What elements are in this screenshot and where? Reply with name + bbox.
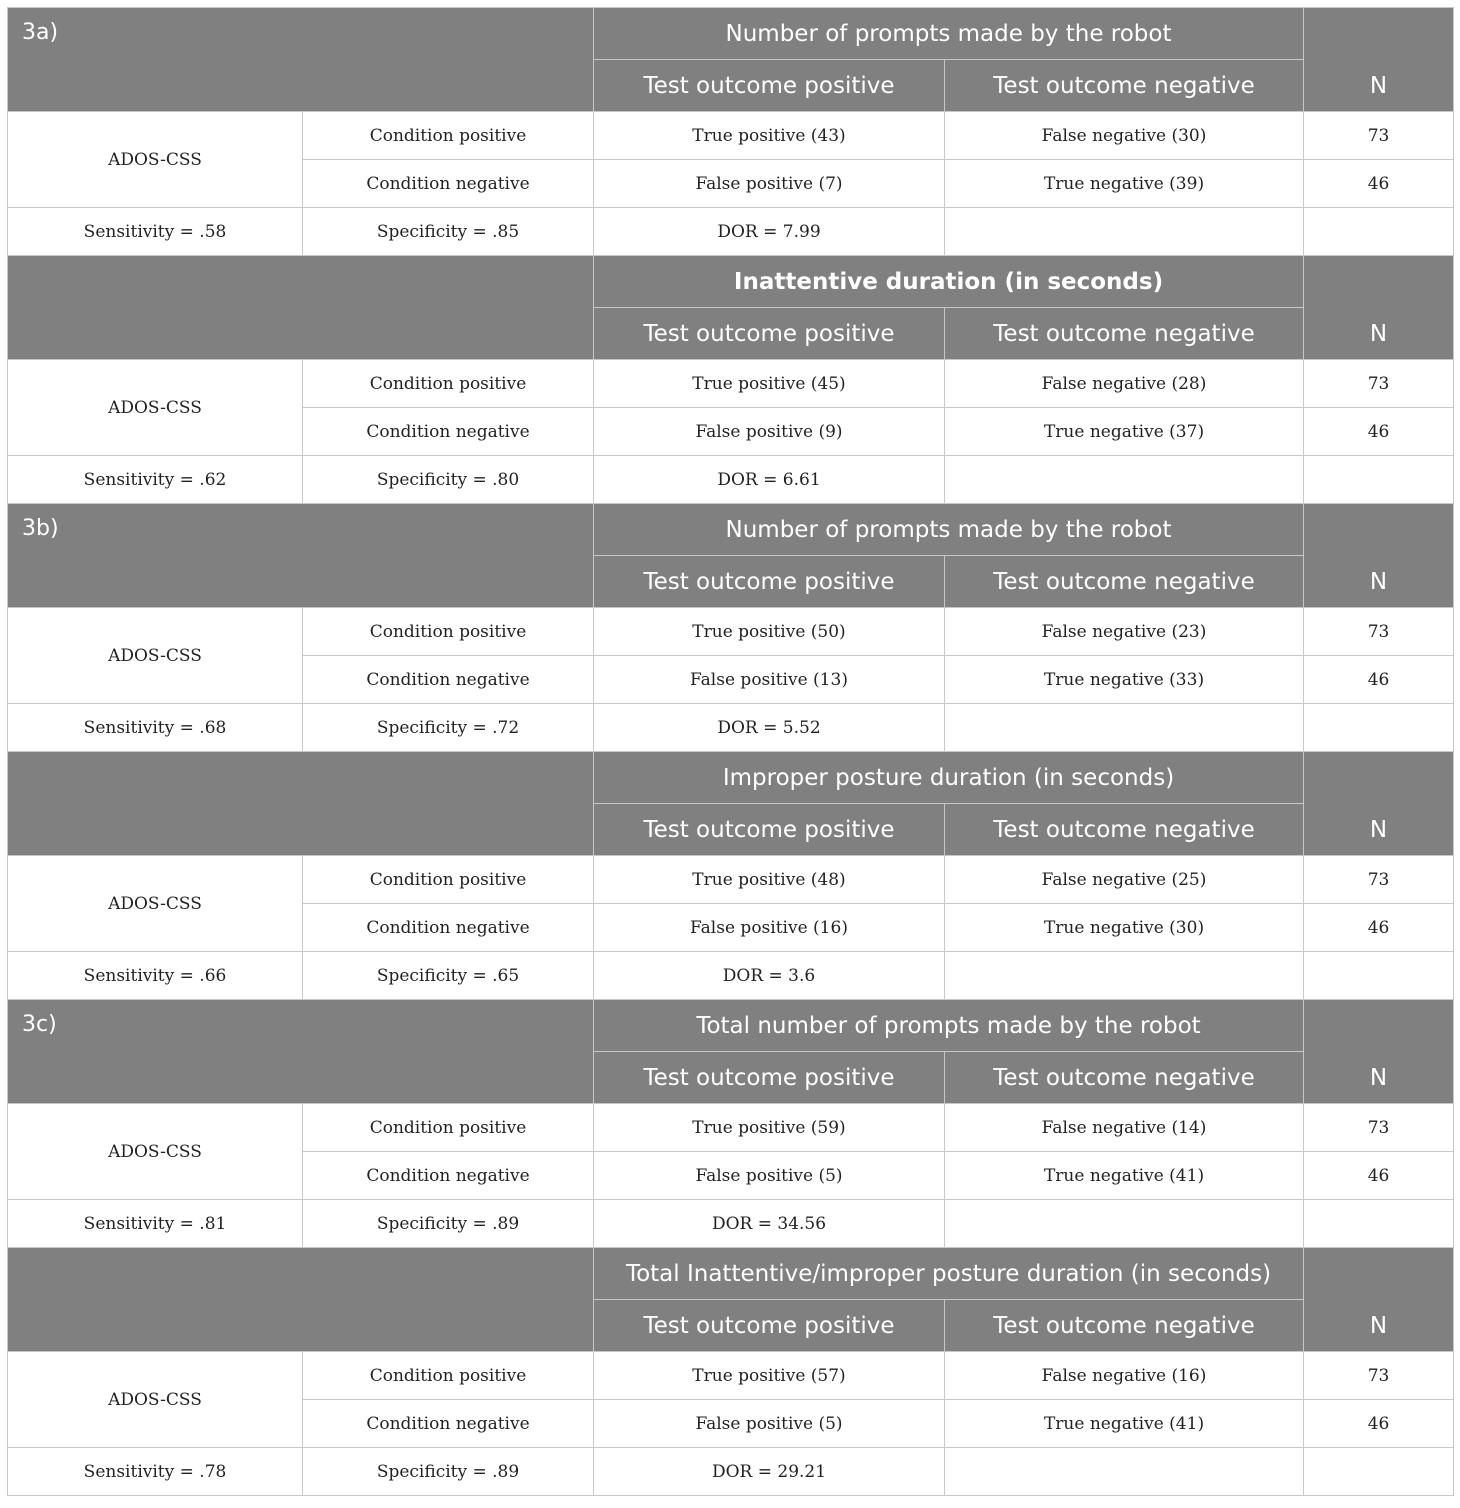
empty-cell — [1304, 704, 1454, 752]
row-group-label: ADOS-CSS — [8, 608, 303, 704]
n-cell: 46 — [1304, 160, 1454, 208]
section-label: 3a) — [8, 8, 594, 112]
empty-cell — [1304, 456, 1454, 504]
dor-cell: DOR = 34.56 — [594, 1200, 945, 1248]
results-table-container — [7, 7, 1454, 1496]
sensitivity-cell: Sensitivity = .81 — [8, 1200, 303, 1248]
test-positive-header: Test outcome positive — [594, 60, 945, 112]
summary-row — [8, 704, 1454, 752]
section-title: Improper posture duration (in seconds) — [594, 752, 1304, 804]
test-positive-cell: True positive (57) — [594, 1352, 945, 1400]
empty-cell — [945, 704, 1304, 752]
test-positive-cell: False positive (5) — [594, 1152, 945, 1200]
n-cell: 73 — [1304, 112, 1454, 160]
summary-row — [8, 1200, 1454, 1248]
summary-row — [8, 208, 1454, 256]
test-positive-header: Test outcome positive — [594, 804, 945, 856]
test-negative-cell: False negative (28) — [945, 360, 1304, 408]
dor-cell: DOR = 29.21 — [594, 1448, 945, 1496]
section-title: Number of prompts made by the robot — [594, 504, 1304, 556]
n-cell: 73 — [1304, 856, 1454, 904]
section-header-row — [8, 504, 1454, 556]
test-negative-header: Test outcome negative — [945, 1052, 1304, 1104]
summary-row — [8, 1448, 1454, 1496]
test-negative-cell: True negative (39) — [945, 160, 1304, 208]
test-negative-cell: True negative (33) — [945, 656, 1304, 704]
diagnostic-accuracy-table — [7, 7, 1454, 1496]
specificity-cell: Specificity = .89 — [303, 1448, 594, 1496]
condition-cell: Condition positive — [303, 1352, 594, 1400]
test-negative-cell: False negative (25) — [945, 856, 1304, 904]
section-label — [8, 1248, 594, 1352]
section-label: 3b) — [8, 504, 594, 608]
summary-row — [8, 952, 1454, 1000]
test-positive-header: Test outcome positive — [594, 1300, 945, 1352]
n-cell: 73 — [1304, 1104, 1454, 1152]
test-positive-cell: True positive (45) — [594, 360, 945, 408]
section-title: Number of prompts made by the robot — [594, 8, 1304, 60]
section-title: Total number of prompts made by the robot — [594, 1000, 1304, 1052]
section-title: Total Inattentive/improper posture duration (in seconds) — [594, 1248, 1304, 1300]
test-positive-header: Test outcome positive — [594, 556, 945, 608]
condition-cell: Condition positive — [303, 608, 594, 656]
condition-cell: Condition positive — [303, 360, 594, 408]
sensitivity-cell: Sensitivity = .66 — [8, 952, 303, 1000]
sensitivity-cell: Sensitivity = .78 — [8, 1448, 303, 1496]
test-negative-cell: False negative (23) — [945, 608, 1304, 656]
test-negative-header: Test outcome negative — [945, 556, 1304, 608]
condition-cell: Condition negative — [303, 904, 594, 952]
test-positive-cell: False positive (13) — [594, 656, 945, 704]
n-cell: 46 — [1304, 408, 1454, 456]
section-label — [8, 256, 594, 360]
empty-cell — [1304, 1200, 1454, 1248]
empty-cell — [945, 952, 1304, 1000]
test-negative-cell: True negative (41) — [945, 1152, 1304, 1200]
test-negative-cell: False negative (14) — [945, 1104, 1304, 1152]
empty-cell — [1304, 208, 1454, 256]
n-column-header: N — [1304, 1000, 1454, 1104]
test-negative-header: Test outcome negative — [945, 60, 1304, 112]
empty-cell — [945, 1448, 1304, 1496]
table-row — [8, 360, 1454, 408]
dor-cell: DOR = 5.52 — [594, 704, 945, 752]
dor-cell: DOR = 6.61 — [594, 456, 945, 504]
condition-cell: Condition negative — [303, 1152, 594, 1200]
table-row — [8, 856, 1454, 904]
n-cell: 73 — [1304, 608, 1454, 656]
n-column-header: N — [1304, 256, 1454, 360]
test-positive-header: Test outcome positive — [594, 1052, 945, 1104]
summary-row — [8, 456, 1454, 504]
test-positive-cell: True positive (59) — [594, 1104, 945, 1152]
test-negative-cell: False negative (16) — [945, 1352, 1304, 1400]
table-row — [8, 1104, 1454, 1152]
section-header-row — [8, 8, 1454, 60]
test-positive-cell: False positive (9) — [594, 408, 945, 456]
test-negative-header: Test outcome negative — [945, 804, 1304, 856]
table-row — [8, 1352, 1454, 1400]
test-negative-cell: True negative (41) — [945, 1400, 1304, 1448]
row-group-label: ADOS-CSS — [8, 112, 303, 208]
test-negative-cell: True negative (30) — [945, 904, 1304, 952]
sensitivity-cell: Sensitivity = .68 — [8, 704, 303, 752]
test-negative-header: Test outcome negative — [945, 308, 1304, 360]
condition-cell: Condition positive — [303, 856, 594, 904]
section-label — [8, 752, 594, 856]
section-header-row — [8, 256, 1454, 308]
dor-cell: DOR = 3.6 — [594, 952, 945, 1000]
specificity-cell: Specificity = .85 — [303, 208, 594, 256]
test-positive-cell: True positive (48) — [594, 856, 945, 904]
section-header-row — [8, 1000, 1454, 1052]
test-positive-cell: False positive (5) — [594, 1400, 945, 1448]
n-cell: 73 — [1304, 360, 1454, 408]
table-row — [8, 112, 1454, 160]
row-group-label: ADOS-CSS — [8, 1352, 303, 1448]
section-header-row — [8, 752, 1454, 804]
test-negative-cell: True negative (37) — [945, 408, 1304, 456]
test-negative-header: Test outcome negative — [945, 1300, 1304, 1352]
test-positive-cell: True positive (43) — [594, 112, 945, 160]
test-positive-cell: False positive (7) — [594, 160, 945, 208]
row-group-label: ADOS-CSS — [8, 856, 303, 952]
section-header-row — [8, 1248, 1454, 1300]
table-row — [8, 608, 1454, 656]
n-cell: 73 — [1304, 1352, 1454, 1400]
test-positive-cell: False positive (16) — [594, 904, 945, 952]
condition-cell: Condition positive — [303, 112, 594, 160]
test-negative-cell: False negative (30) — [945, 112, 1304, 160]
sensitivity-cell: Sensitivity = .62 — [8, 456, 303, 504]
section-title: Inattentive duration (in seconds) — [594, 256, 1304, 308]
test-positive-cell: True positive (50) — [594, 608, 945, 656]
n-column-header: N — [1304, 504, 1454, 608]
empty-cell — [945, 208, 1304, 256]
section-label: 3c) — [8, 1000, 594, 1104]
n-column-header: N — [1304, 1248, 1454, 1352]
empty-cell — [945, 1200, 1304, 1248]
empty-cell — [1304, 952, 1454, 1000]
condition-cell: Condition negative — [303, 160, 594, 208]
specificity-cell: Specificity = .80 — [303, 456, 594, 504]
sensitivity-cell: Sensitivity = .58 — [8, 208, 303, 256]
n-column-header: N — [1304, 8, 1454, 112]
n-cell: 46 — [1304, 656, 1454, 704]
empty-cell — [945, 456, 1304, 504]
test-positive-header: Test outcome positive — [594, 308, 945, 360]
n-cell: 46 — [1304, 1152, 1454, 1200]
n-cell: 46 — [1304, 904, 1454, 952]
row-group-label: ADOS-CSS — [8, 1104, 303, 1200]
specificity-cell: Specificity = .65 — [303, 952, 594, 1000]
dor-cell: DOR = 7.99 — [594, 208, 945, 256]
condition-cell: Condition negative — [303, 656, 594, 704]
condition-cell: Condition positive — [303, 1104, 594, 1152]
condition-cell: Condition negative — [303, 1400, 594, 1448]
n-column-header: N — [1304, 752, 1454, 856]
specificity-cell: Specificity = .72 — [303, 704, 594, 752]
row-group-label: ADOS-CSS — [8, 360, 303, 456]
n-cell: 46 — [1304, 1400, 1454, 1448]
condition-cell: Condition negative — [303, 408, 594, 456]
empty-cell — [1304, 1448, 1454, 1496]
specificity-cell: Specificity = .89 — [303, 1200, 594, 1248]
